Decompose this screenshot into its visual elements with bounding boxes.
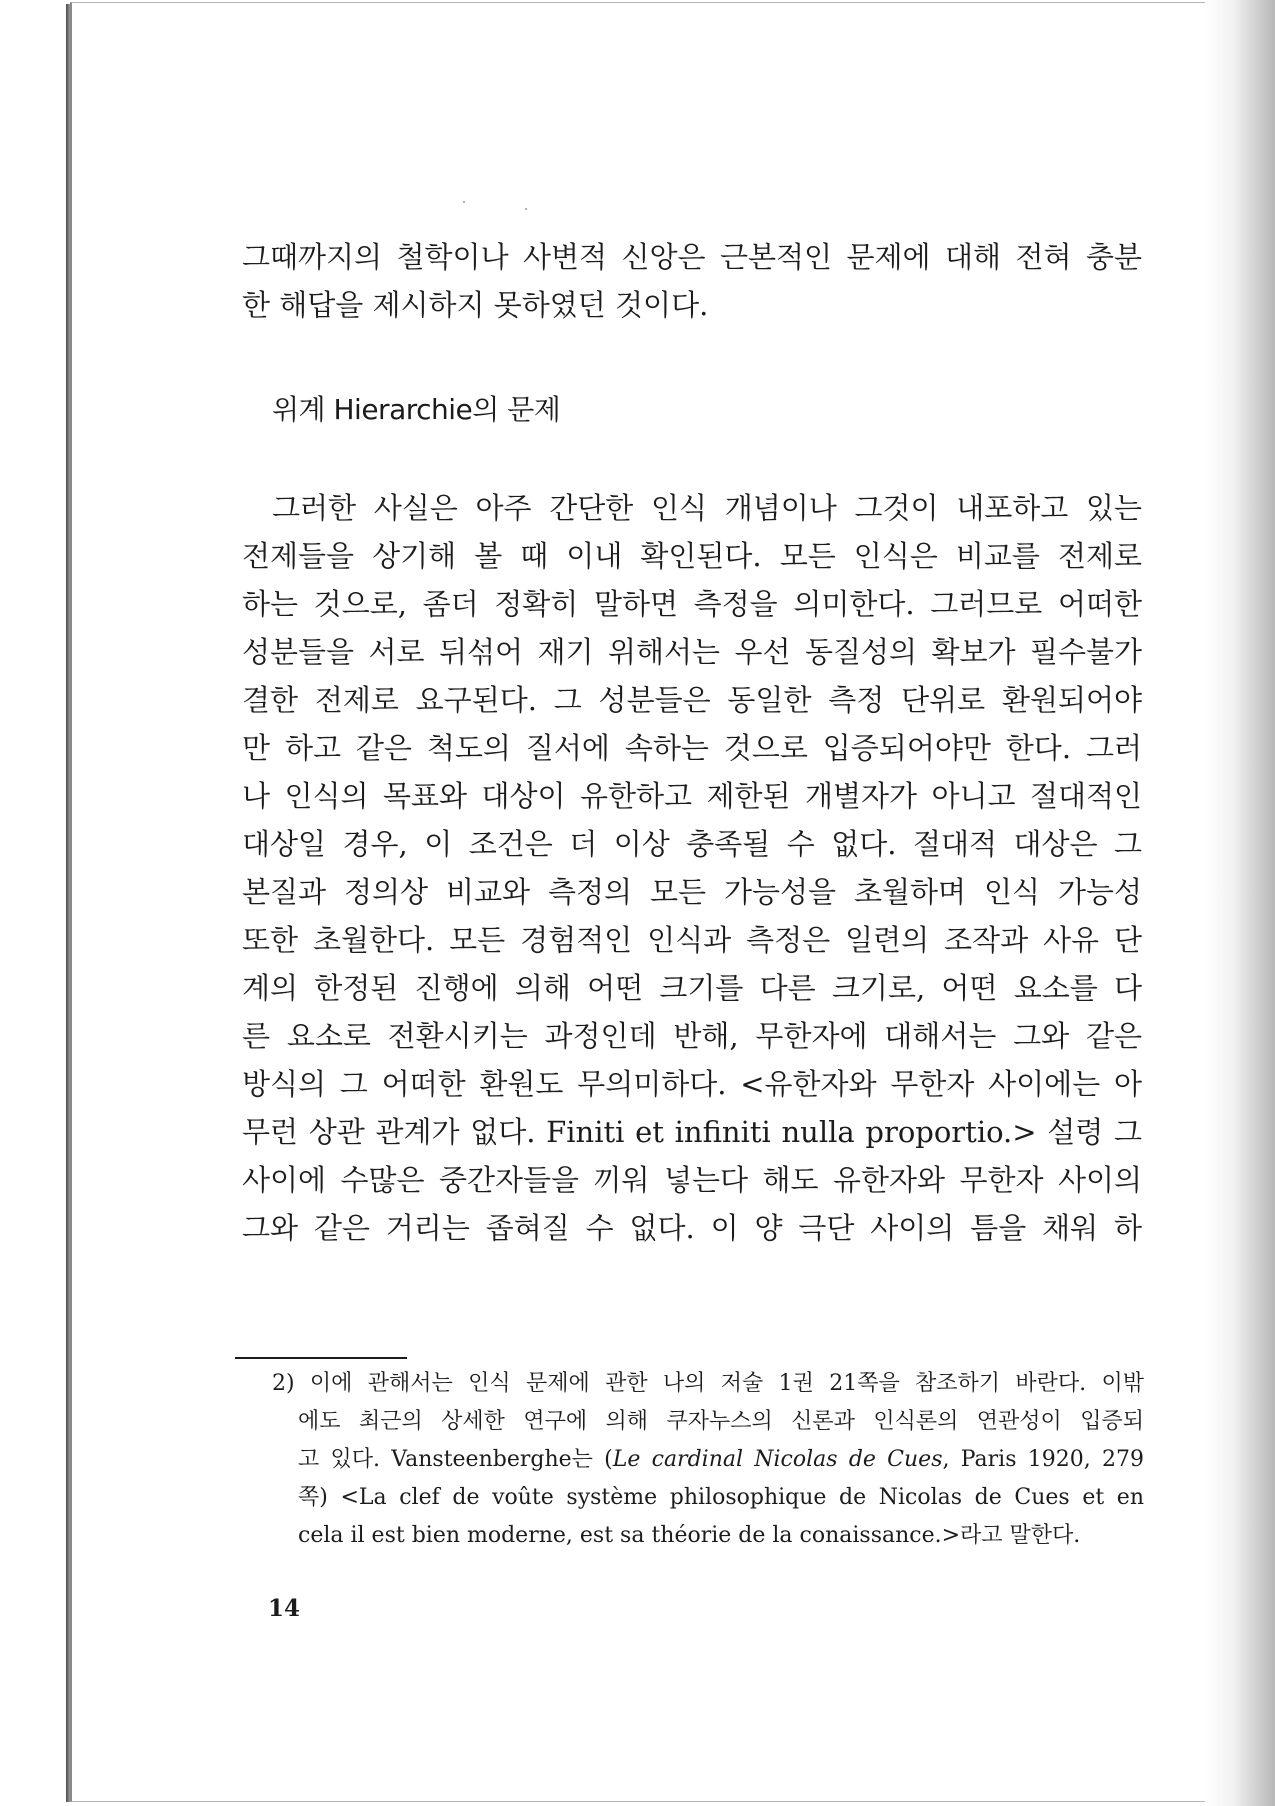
paragraph-line: 결한 전제로 요구된다. 그 성분들은 동일한 측정 단위로 환원되어야 <box>242 683 1142 717</box>
paragraph-line: 그러한 사실은 아주 간단한 인식 개념이나 그것이 내포하고 있는 <box>272 491 1142 525</box>
paragraph-line: 무런 상관 관계가 없다. Finiti et infiniti nulla proportio.> 설령 그 <box>242 1115 1142 1149</box>
paragraph-line: 사이에 수많은 중간자들을 끼워 넣는다 해도 유한자와 무한자 사이의 <box>242 1163 1142 1197</box>
paragraph-line: 대상일 경우, 이 조건은 더 이상 충족될 수 없다. 절대적 대상은 그 <box>242 827 1142 861</box>
paragraph-line: 른 요소로 전환시키는 과정인데 반해, 무한자에 대해서는 그와 같은 <box>242 1019 1142 1053</box>
paragraph-line: 하는 것으로, 좀더 정확히 말하면 측정을 의미한다. 그러므로 어떠한 <box>242 587 1142 621</box>
footnote-line: 쪽) <La clef de voûte système philosophique de Nicolas de Cues et en <box>298 1485 1144 1510</box>
scan-speck <box>525 208 527 210</box>
scan-speck <box>463 201 465 203</box>
footnote-text: , Paris 1920, 279 <box>942 1447 1144 1472</box>
page-number: 14 <box>268 1595 301 1622</box>
paragraph-line: 또한 초월한다. 모든 경험적인 인식과 측정은 일련의 조작과 사유 단 <box>242 923 1142 957</box>
footnote-divider <box>235 1357 407 1359</box>
opening-paragraph <box>242 233 1142 329</box>
paragraph-line: 그와 같은 거리는 좁혀질 수 없다. 이 양 극단 사이의 틈을 채워 하 <box>242 1211 1142 1245</box>
paragraph-line: 본질과 정의상 비교와 측정의 모든 가능성을 초월하며 인식 가능성 <box>242 875 1142 909</box>
footnote <box>272 1365 1144 1555</box>
section-heading: 위계 Hierarchie의 문제 <box>272 393 561 426</box>
paragraph-line: 나 인식의 목표와 대상이 유한하고 제한된 개별자가 아니고 절대적인 <box>242 779 1142 813</box>
paragraph-line: 계의 한정된 진행에 의해 어떤 크기를 다른 크기로, 어떤 요소를 다 <box>242 971 1142 1005</box>
paragraph-line: 전제들을 상기해 볼 때 이내 확인된다. 모든 인식은 비교를 전제로 <box>242 539 1142 573</box>
main-paragraph <box>242 484 1142 1252</box>
paragraph-line: 방식의 그 어떠한 환원도 무의미하다. <유한자와 무한자 사이에는 아 <box>242 1067 1142 1101</box>
paragraph-line: 만 하고 같은 척도의 질서에 속하는 것으로 입증되어야만 한다. 그러 <box>242 731 1142 765</box>
footnote-text: 고 있다. Vansteenberghe는 ( <box>298 1447 613 1472</box>
paragraph-line: 성분들을 서로 뒤섞어 재기 위해서는 우선 동질성의 확보가 필수불가 <box>242 635 1142 669</box>
footnote-line <box>272 1441 1144 1479</box>
footnote-line: 에도 최근의 상세한 연구에 의해 쿠자누스의 신론과 인식론의 연관성이 입증되 <box>298 1409 1144 1434</box>
paragraph-line: 그때까지의 철학이나 사변적 신앙은 근본적인 문제에 대해 전혀 충분 <box>242 240 1142 274</box>
cited-book-title: Le cardinal Nicolas de Cues <box>612 1447 943 1472</box>
paragraph-line: 한 해답을 제시하지 못하였던 것이다. <box>242 288 709 322</box>
footnote-line: 2) 이에 관해서는 인식 문제에 관한 나의 저술 1권 21쪽을 참조하기 바란다. 이밖 <box>272 1371 1144 1396</box>
page-right-shadow <box>1205 0 1275 1806</box>
footnote-line: cela il est bien moderne, est sa théorie de la conaissance.>라고 말한다. <box>298 1523 1081 1548</box>
